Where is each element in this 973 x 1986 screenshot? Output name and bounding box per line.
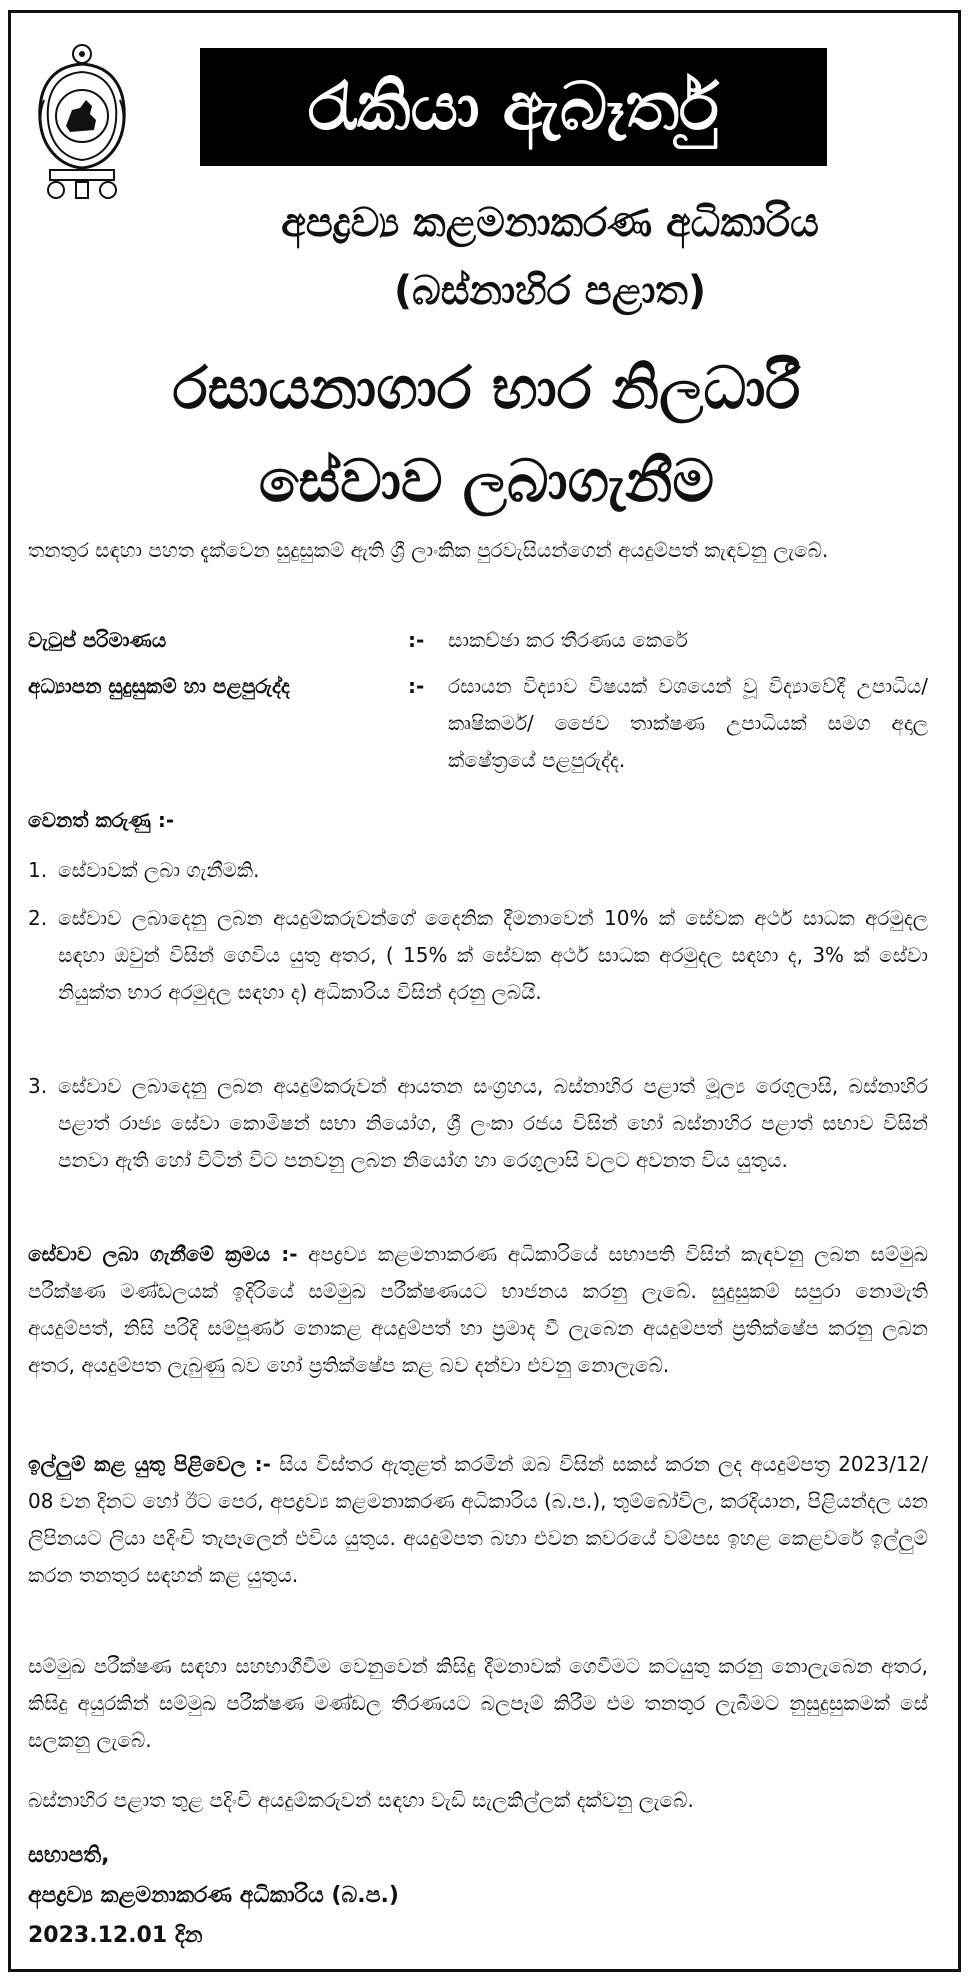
application-procedure-label: ඉල්ලුම් කළ යුතු පිළිවෙල :-: [28, 1452, 271, 1476]
selection-method-text: අපද්‍රව්‍ය කළමනාකරණ අධිකාරියේ සභාපති විසින් කැඳවනු ලබන සම්මුඛ පරීක්ෂණ මණ්ඩලයක් ඉදිරියේ සම්මුඛ පරීක්ෂණයට භාජනය කරනු ලැබේ. සුදුසුකම් සපුරා නොමැති අයදුම්පත්, නිසි පරිදි සම්පූර්ණ නොකළ අයදුම්පත් හා ප්‍රමාද වී ලැබෙන අයදුම්පත් ප්‍රතික්ෂේප කරනු ලබන අතර, අයදුම්පත ලැබුණු බව හෝ ප්‍රතික්ෂේප කළ බව දන්වා එවනු නොලැබේ.: [28, 1242, 928, 1377]
salary-label: වැටුප් පරිමාණය: [28, 628, 167, 652]
application-procedure-text: සිය විස්තර ඇතුළත් කරමින් ඔබ විසින් සකස් කරන ලද අයදුම්පත්‍ර 2023/12/ 08 වන දිනට හෝ ඊට පෙර, අපද්‍රව්‍ය කළමනාකරණ අධිකාරිය (බ.ප.), තුම්බෝවිල, කරදියාන, පිළියන්දල යන ලිපිනයට ලියා පදිංචි තැපෑලෙන් එවිය යුතුය. අයදුම්පත බහා එවන කවරයේ වම්පස ඉහළ කෙළවරේ ඉල්ලුම් කරන තනතුර සඳහන් කළ යුතුය.: [28, 1452, 928, 1587]
sri-lanka-emblem-icon: [30, 40, 134, 202]
qualifications-value: රසායන විද්‍යාව විෂයක් වශයෙන් වූ විද්‍යාවේදී උපාධිය/ කෘෂිකර්ම/ ජෛව තාක්ෂණ උපාධියක් සමග අදාල ක්ෂේත්‍රයේ පළපුරුද්ද.: [448, 674, 928, 772]
list-item-text: සේවාව ලබාදෙනු ලබන අයදුම්කරුවන් ආයතන සංග්‍රහය, බස්නාහිර පළාත් මූල්‍ය රෙගුලාසි, බස්නාහිර පළාත් රාජ්‍ය සේවා කොමිෂන් සභා නියෝග, ශ්‍රී ලංකා රජය විසින් හෝ බස්නාහිර පළාත් සභාව විසින් පනවා ඇති හෝ විටින් විට පනවනු ලබන නියෝග හා රෙගුලාසි වලට අවනත විය යුතුය.: [58, 1074, 928, 1172]
list-item-text: සේවාවක් ලබා ගැනීමකි.: [58, 858, 260, 882]
job-vacancy-banner: [200, 48, 827, 166]
banner-text: රැකියා ඇබෑර්තු: [308, 68, 719, 145]
salary-value: සාකච්ඡා කර තීරණය කෙරේ: [448, 628, 688, 652]
list-item-number: 2.: [28, 906, 48, 930]
qualifications-separator: :-: [408, 674, 425, 698]
selection-method-label: සේවාව ලබා ගැනීමේ ක්‍රමය :-: [28, 1242, 298, 1266]
list-item-text: සේවාව ලබාදෙනු ලබන අයදුම්කරුවන්ගේ දෛනික දීමනාවෙන් 10% ක් සේවක අර්ථ සාධක අරමුදල සඳහා ඔවුන් විසින් ගෙවිය යුතු අතර, ( 15% ක් සේවක අර්ථ සාධක අරමුදල සඳහා ද, 3% ක් සේවා නියුක්ත භාර අරමුදල සඳහා ද) අධිකාරිය විසින් දරනු ලබයි.: [58, 906, 928, 1004]
organization-name: අපද්‍රව්‍ය කළමනාකරණ අධිකාරිය: [281, 200, 819, 246]
notice-date: 2023.12.01 දින: [28, 1923, 203, 1948]
list-item-number: 3.: [28, 1074, 48, 1098]
selection-method-paragraph: [28, 1236, 928, 1384]
priority-paragraph: බස්නාහිර පළාත තුළ පදිංචි අයදුම්කරුවන් සඳහා වැඩි සැලකිල්ලක් දක්වනු ලැබේ.: [28, 1788, 694, 1812]
signatory-title: සභාපති,: [28, 1843, 110, 1868]
qualifications-label: අධ්‍යාපන සුදුසුකම් හා පළපුරුද්ද: [28, 674, 290, 698]
list-item-number: 1.: [28, 858, 48, 882]
organization-province: (බස්නාහිර පළාත): [393, 268, 707, 314]
application-procedure-paragraph: [28, 1446, 928, 1594]
intro-paragraph: තනතුර සඳහා පහත දැක්වෙන සුදුසුකම් ඇති ශ්‍රී ලාංකික පුරවැසියන්ගෙන් අයදුම්පත් කැඳවනු ලැබේ.: [28, 538, 829, 562]
position-subtitle: සේවාව ලබාගැනීම: [258, 447, 715, 515]
position-title: රසායනාගාර භාර නිලධාරී: [172, 354, 801, 422]
signatory-organization: අපද්‍රව්‍ය කළමනාකරණ අධිකාරිය (බ.ප.): [28, 1883, 399, 1908]
salary-separator: :-: [408, 628, 425, 652]
interview-paragraph: සම්මුඛ පරීක්ෂණ සඳහා සහභාගීවීම වෙනුවෙන් කිසිදු දීමනාවක් ගෙවීමට කටයුතු කරනු නොලැබෙන අතර, කිසිදු අයුරකින් සම්මුඛ පරීක්ෂණ මණ්ඩල තීරණයට බලපෑම් කිරීම එම තනතුර ලැබීමට නුසුදුසුකමක් සේ සලකනු ලැබේ.: [28, 1654, 928, 1752]
other-notes-heading: වෙනත් කරුණු :-: [28, 808, 175, 832]
